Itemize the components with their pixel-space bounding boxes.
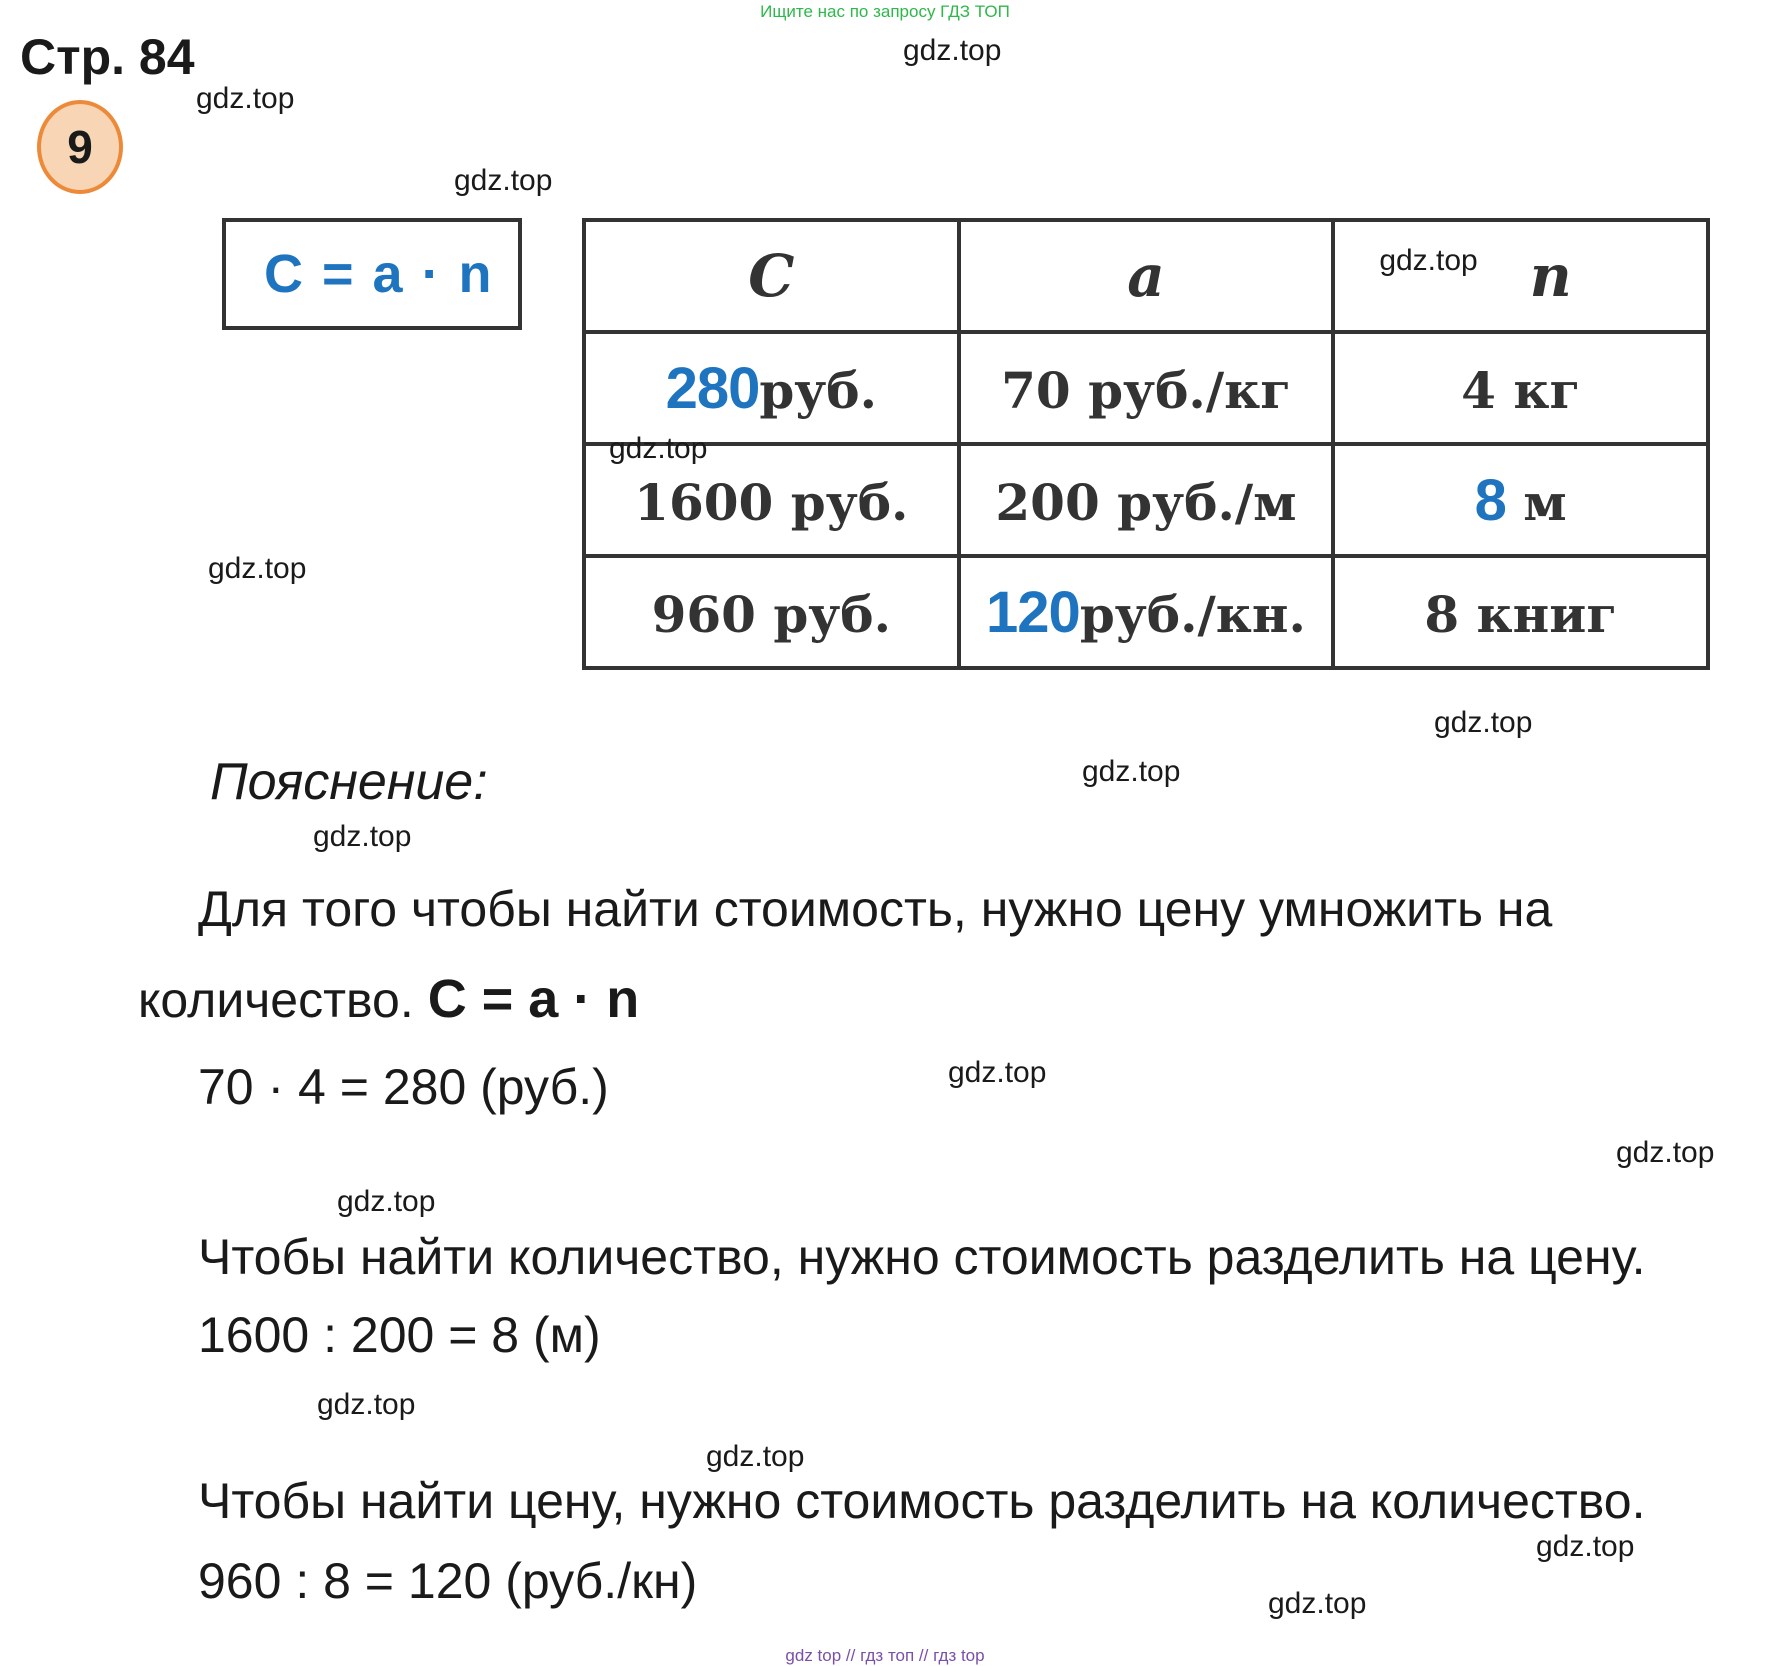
header-quantity-label: n (1529, 242, 1572, 310)
header-quantity (1333, 220, 1708, 332)
answer-value: 120 (986, 579, 1080, 645)
price-quantity-cost-table (582, 218, 1710, 670)
task-number: 9 (67, 121, 93, 173)
cell-price: 70 руб./кг (959, 332, 1334, 444)
formula-box (222, 218, 522, 330)
watermark: gdz.top (948, 1056, 1047, 1089)
header-cost: C (584, 220, 959, 332)
cell-price: 120руб./кн. (959, 556, 1334, 668)
rule-line-3: Чтобы найти цену, нужно стоимость разделить на количество. (198, 1473, 1646, 1529)
header-price: a (959, 220, 1334, 332)
watermark: gdz.top (196, 82, 295, 115)
cell-cost: 960 руб. (584, 556, 959, 668)
table-row (584, 444, 1708, 556)
cell-cost: 1600 руб. (584, 444, 959, 556)
explanation-heading: Пояснение: (210, 753, 488, 811)
calculation-1: 70 · 4 = 280 (руб.) (198, 1059, 609, 1115)
task-number-badge (37, 100, 123, 194)
watermark: gdz.top (313, 820, 412, 853)
watermark: gdz.top (609, 432, 708, 465)
explanation-line-2: количество. C = a · n (138, 969, 640, 1029)
calculation-2: 1600 : 200 = 8 (м) (198, 1307, 601, 1363)
watermark: gdz.top (1434, 706, 1533, 739)
watermark: gdz.top (1082, 755, 1181, 788)
cell-cost: 280руб. (584, 332, 959, 444)
inline-formula: C = a · n (427, 969, 640, 1029)
calculation-3: 960 : 8 = 120 (руб./кн) (198, 1553, 698, 1609)
watermark: gdz.top (208, 552, 307, 585)
formula-text: C = a · n (264, 244, 494, 304)
table-header-row (584, 220, 1708, 332)
watermark: gdz.top (903, 34, 1002, 67)
footer-watermark: gdz top // гдз топ // гдз top (785, 1646, 985, 1665)
watermark: gdz.top (1536, 1530, 1635, 1563)
cell-quantity: 8 книг (1333, 556, 1708, 668)
table-row (584, 556, 1708, 668)
page-heading: Стр. 84 (20, 29, 195, 85)
table-row (584, 332, 1708, 444)
search-banner: Ищите нас по запросу ГДЗ ТОП (760, 2, 1010, 21)
answer-value: 8 (1474, 467, 1506, 533)
cell-quantity: 8 м (1333, 444, 1708, 556)
explanation-line-1: Для того чтобы найти стоимость, нужно цену умножить на (198, 881, 1553, 937)
cell-price: 200 руб./м (959, 444, 1334, 556)
watermark: gdz.top (706, 1440, 805, 1473)
watermark: gdz.top (1379, 244, 1478, 277)
watermark: gdz.top (317, 1388, 416, 1421)
watermark: gdz.top (337, 1185, 436, 1218)
answer-value: 280 (665, 355, 760, 421)
rule-line-2: Чтобы найти количество, нужно стоимость разделить на цену. (198, 1229, 1646, 1285)
cell-quantity: 4 кг (1333, 332, 1708, 444)
watermark: gdz.top (1616, 1136, 1715, 1169)
watermark: gdz.top (454, 164, 553, 197)
watermark: gdz.top (1268, 1587, 1367, 1620)
